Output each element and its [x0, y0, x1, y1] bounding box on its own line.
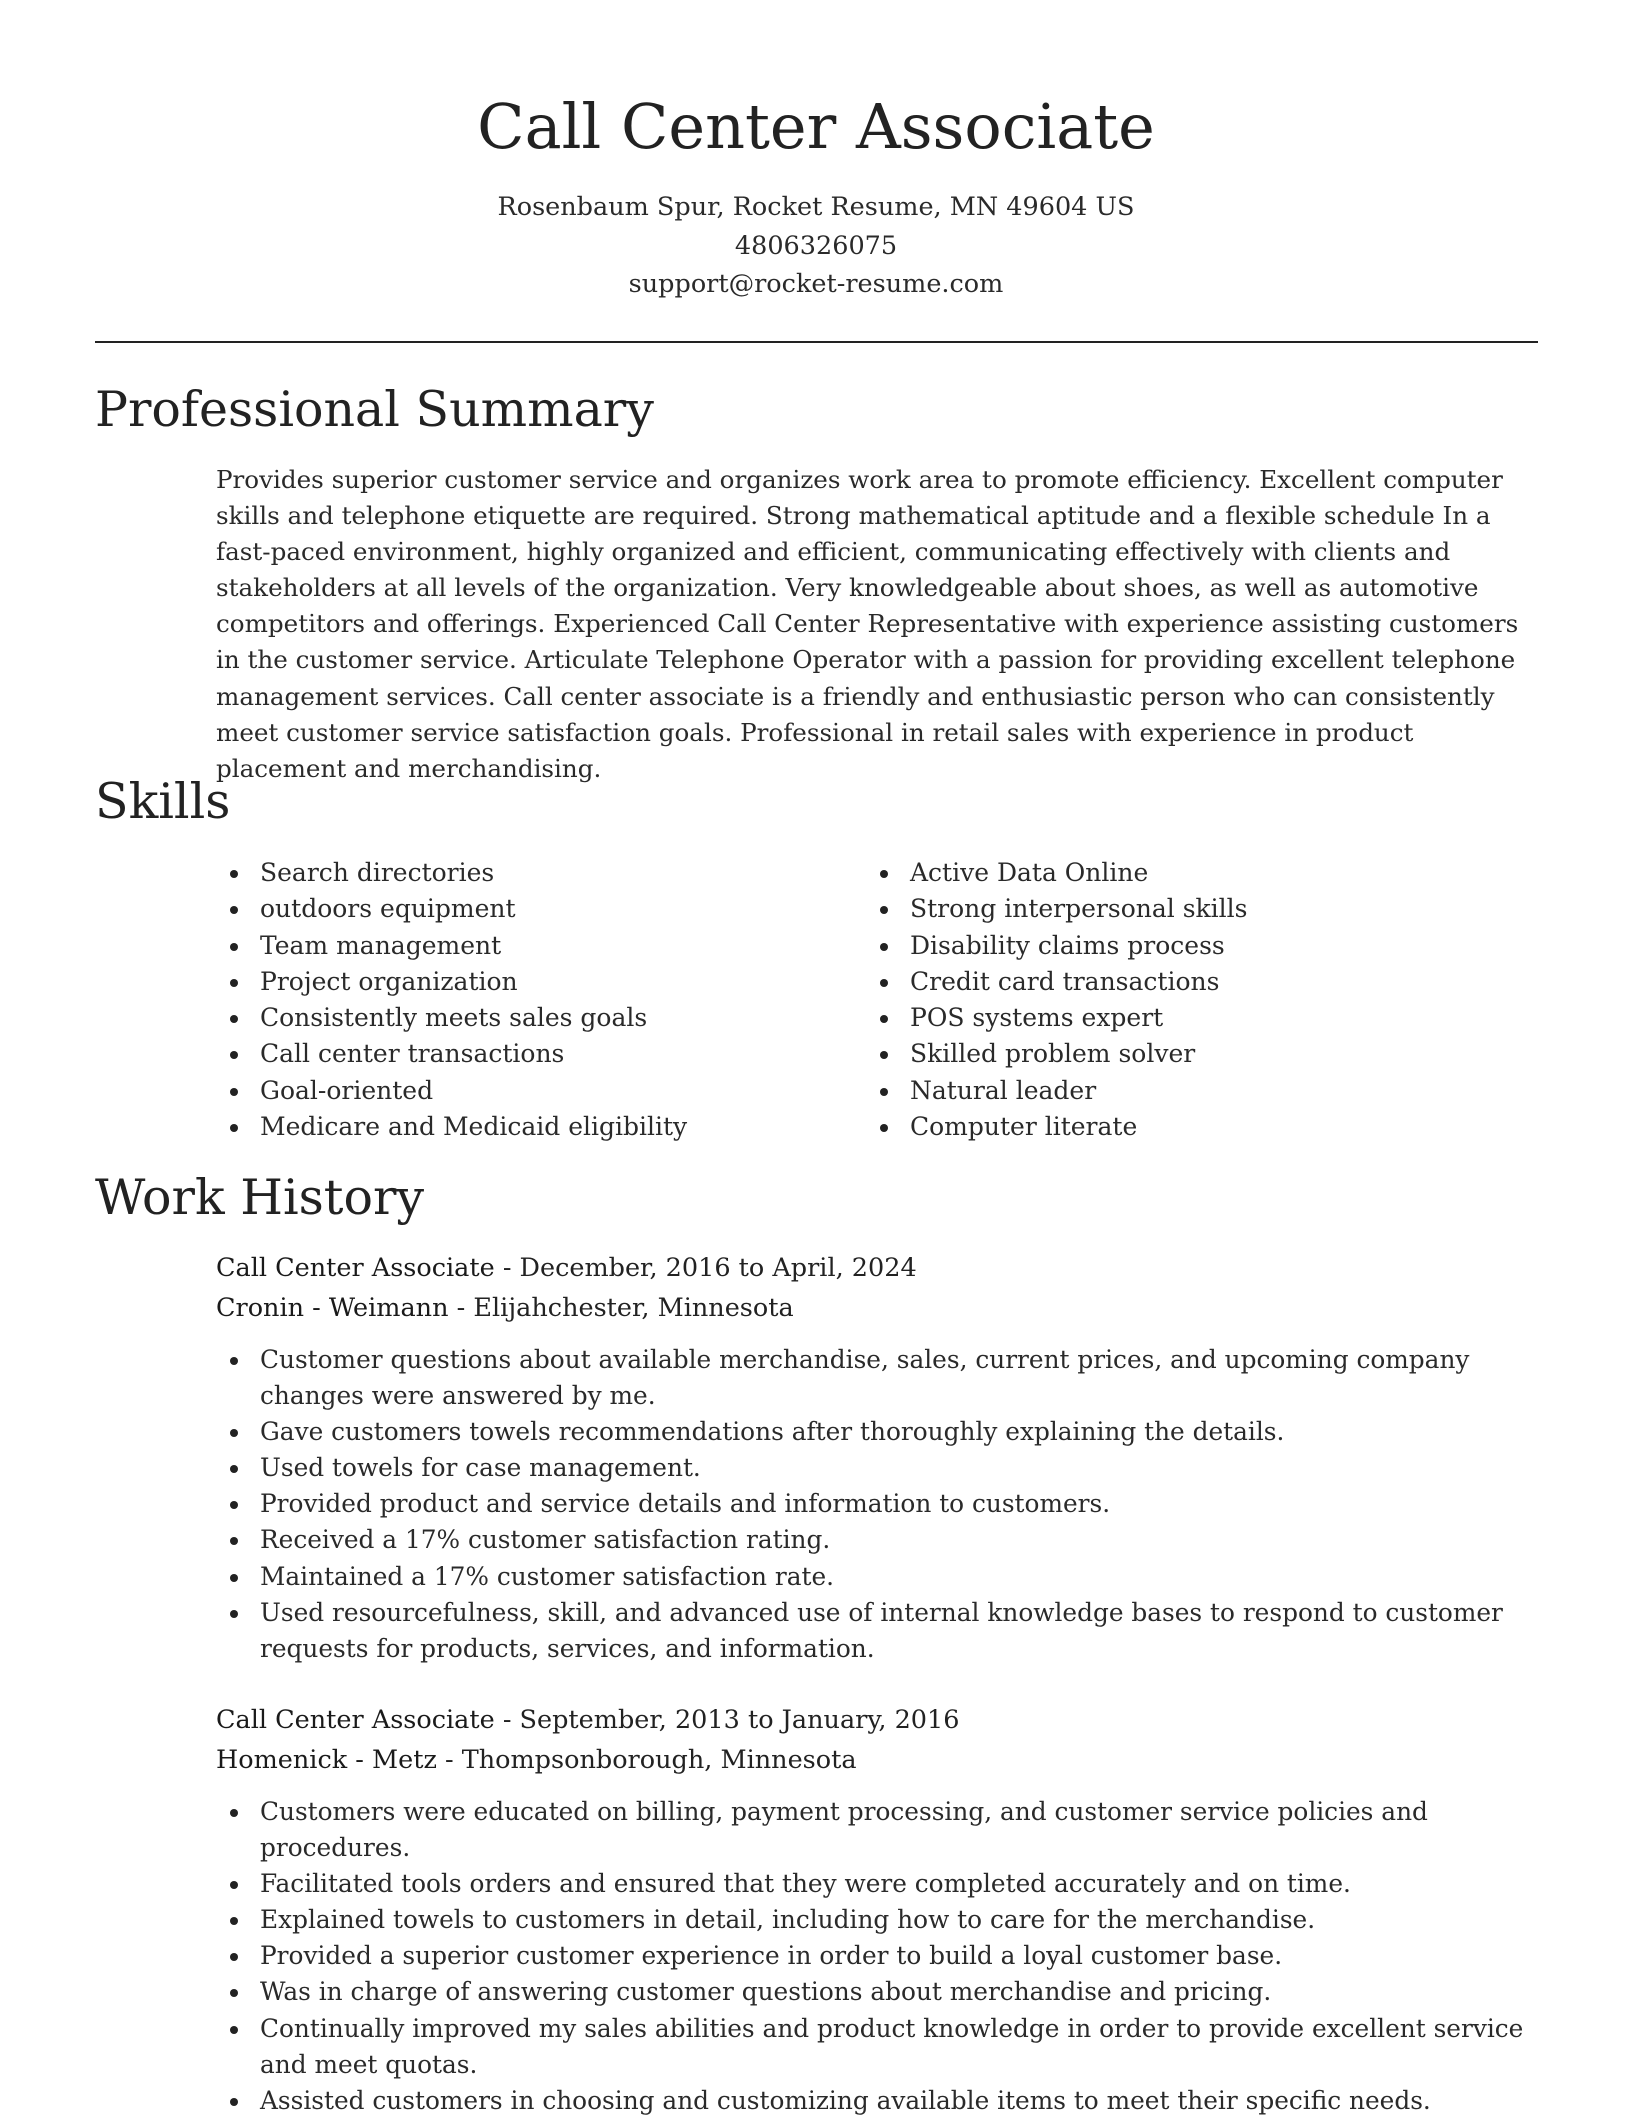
- skill-item: Search directories: [216, 855, 836, 891]
- job-bullet: Maintained a 17% customer satisfaction rate.: [216, 1559, 1538, 1595]
- resume-header: [0, 82, 1632, 304]
- job-bullet: Customers were educated on billing, payment processing, and customer service policies and procedures.: [216, 1794, 1538, 1866]
- skill-item: Active Data Online: [866, 855, 1526, 891]
- job-bullet: Continually improved my sales abilities and product knowledge in order to provide excellent service and meet quotas.: [216, 2011, 1538, 2083]
- skill-item: Call center transactions: [216, 1036, 836, 1072]
- job-dates: September, 2013 to January, 2016: [519, 1705, 960, 1735]
- job-title-line: Call Center Associate - December, 2016 to April, 2024: [216, 1253, 917, 1283]
- skill-item: Medicare and Medicaid eligibility: [216, 1109, 836, 1145]
- job-bullet: Assisted customers in choosing and customizing available items to meet their specific needs.: [216, 2083, 1538, 2119]
- job-company-line: Cronin - Weimann - Elijahchester, Minnesota: [216, 1293, 794, 1323]
- skill-item: Team management: [216, 928, 836, 964]
- skill-item: Disability claims process: [866, 928, 1526, 964]
- job-bullets: [216, 1794, 1538, 2119]
- job-bullet: Used resourcefulness, skill, and advanced use of internal knowledge bases to respond to customer requests for products, services, and information.: [216, 1595, 1538, 1667]
- contact-address: Rosenbaum Spur, Rocket Resume, MN 49604 US: [497, 192, 1135, 222]
- job-entry: [216, 1248, 1538, 1667]
- skill-item: outdoors equipment: [216, 891, 836, 927]
- job-bullet: Used towels for case management.: [216, 1450, 1538, 1486]
- skill-item: Natural leader: [866, 1073, 1526, 1109]
- job-entry: [216, 1700, 1538, 2119]
- contact-block: [0, 188, 1632, 304]
- job-role: Call Center Associate: [216, 1705, 495, 1735]
- work-history-heading: Work History: [95, 1169, 425, 1226]
- job-location: Thompsonborough, Minnesota: [461, 1745, 857, 1775]
- skill-item: POS systems expert: [866, 1000, 1526, 1036]
- summary-text: Provides superior customer service and organizes work area to promote efficiency. Excellent computer skills and telephone etiquette are required. Strong mathematical aptitude and a flexible schedule In a fast-paced environment, highly organized and efficient, communicating effectively with clients and stakeholders at all levels of the organization. Very knowledgeable about shoes, as well as automotive competitors and offerings. Experienced Call Center Representative with experience assisting customers in the customer service. Articulate Telephone Operator with a passion for providing excellent telephone management services. Call center associate is a friendly and enthusiastic person who can consistently meet customer service satisfaction goals. Professional in retail sales with experience in product placement and merchandising.: [216, 465, 1519, 783]
- job-bullet: Gave customers towels recommendations after thoroughly explaining the details.: [216, 1414, 1538, 1450]
- job-bullet: Provided a superior customer experience in order to build a loyal customer base.: [216, 1938, 1538, 1974]
- skill-item: Consistently meets sales goals: [216, 1000, 836, 1036]
- skill-item: Goal-oriented: [216, 1073, 836, 1109]
- job-bullet: Explained towels to customers in detail, including how to care for the merchandise.: [216, 1902, 1538, 1938]
- job-bullet: Received a 17% customer satisfaction rating.: [216, 1522, 1538, 1558]
- job-dates: December, 2016 to April, 2024: [519, 1253, 917, 1283]
- job-company: Cronin - Weimann: [216, 1293, 449, 1323]
- job-bullet: Was in charge of answering customer questions about merchandise and pricing.: [216, 1974, 1538, 2010]
- candidate-title: Call Center Associate: [477, 90, 1155, 163]
- skill-item: Skilled problem solver: [866, 1036, 1526, 1072]
- job-bullet: Facilitated tools orders and ensured that they were completed accurately and on time.: [216, 1866, 1538, 1902]
- job-company: Homenick - Metz: [216, 1745, 437, 1775]
- skills-heading: Skills: [95, 773, 231, 830]
- skill-item: Strong interpersonal skills: [866, 891, 1526, 927]
- header-divider: [95, 341, 1538, 343]
- skills-list-left: [216, 855, 836, 1145]
- job-role: Call Center Associate: [216, 1253, 495, 1283]
- job-title-line: Call Center Associate - September, 2013 to January, 2016: [216, 1705, 960, 1735]
- skill-item: Project organization: [216, 964, 836, 1000]
- contact-email: support@rocket-resume.com: [628, 269, 1004, 299]
- skills-list-right: [866, 855, 1526, 1145]
- skill-item: Computer literate: [866, 1109, 1526, 1145]
- job-company-line: Homenick - Metz - Thompsonborough, Minnesota: [216, 1745, 857, 1775]
- skill-item: Credit card transactions: [866, 964, 1526, 1000]
- summary-heading: Professional Summary: [95, 381, 654, 438]
- job-bullets: [216, 1342, 1538, 1667]
- contact-phone: 4806326075: [734, 230, 898, 261]
- job-bullet: Provided product and service details and information to customers.: [216, 1486, 1538, 1522]
- job-location: Elijahchester, Minnesota: [473, 1293, 794, 1323]
- job-bullet: Customer questions about available merchandise, sales, current prices, and upcoming company changes were answered by me.: [216, 1342, 1538, 1414]
